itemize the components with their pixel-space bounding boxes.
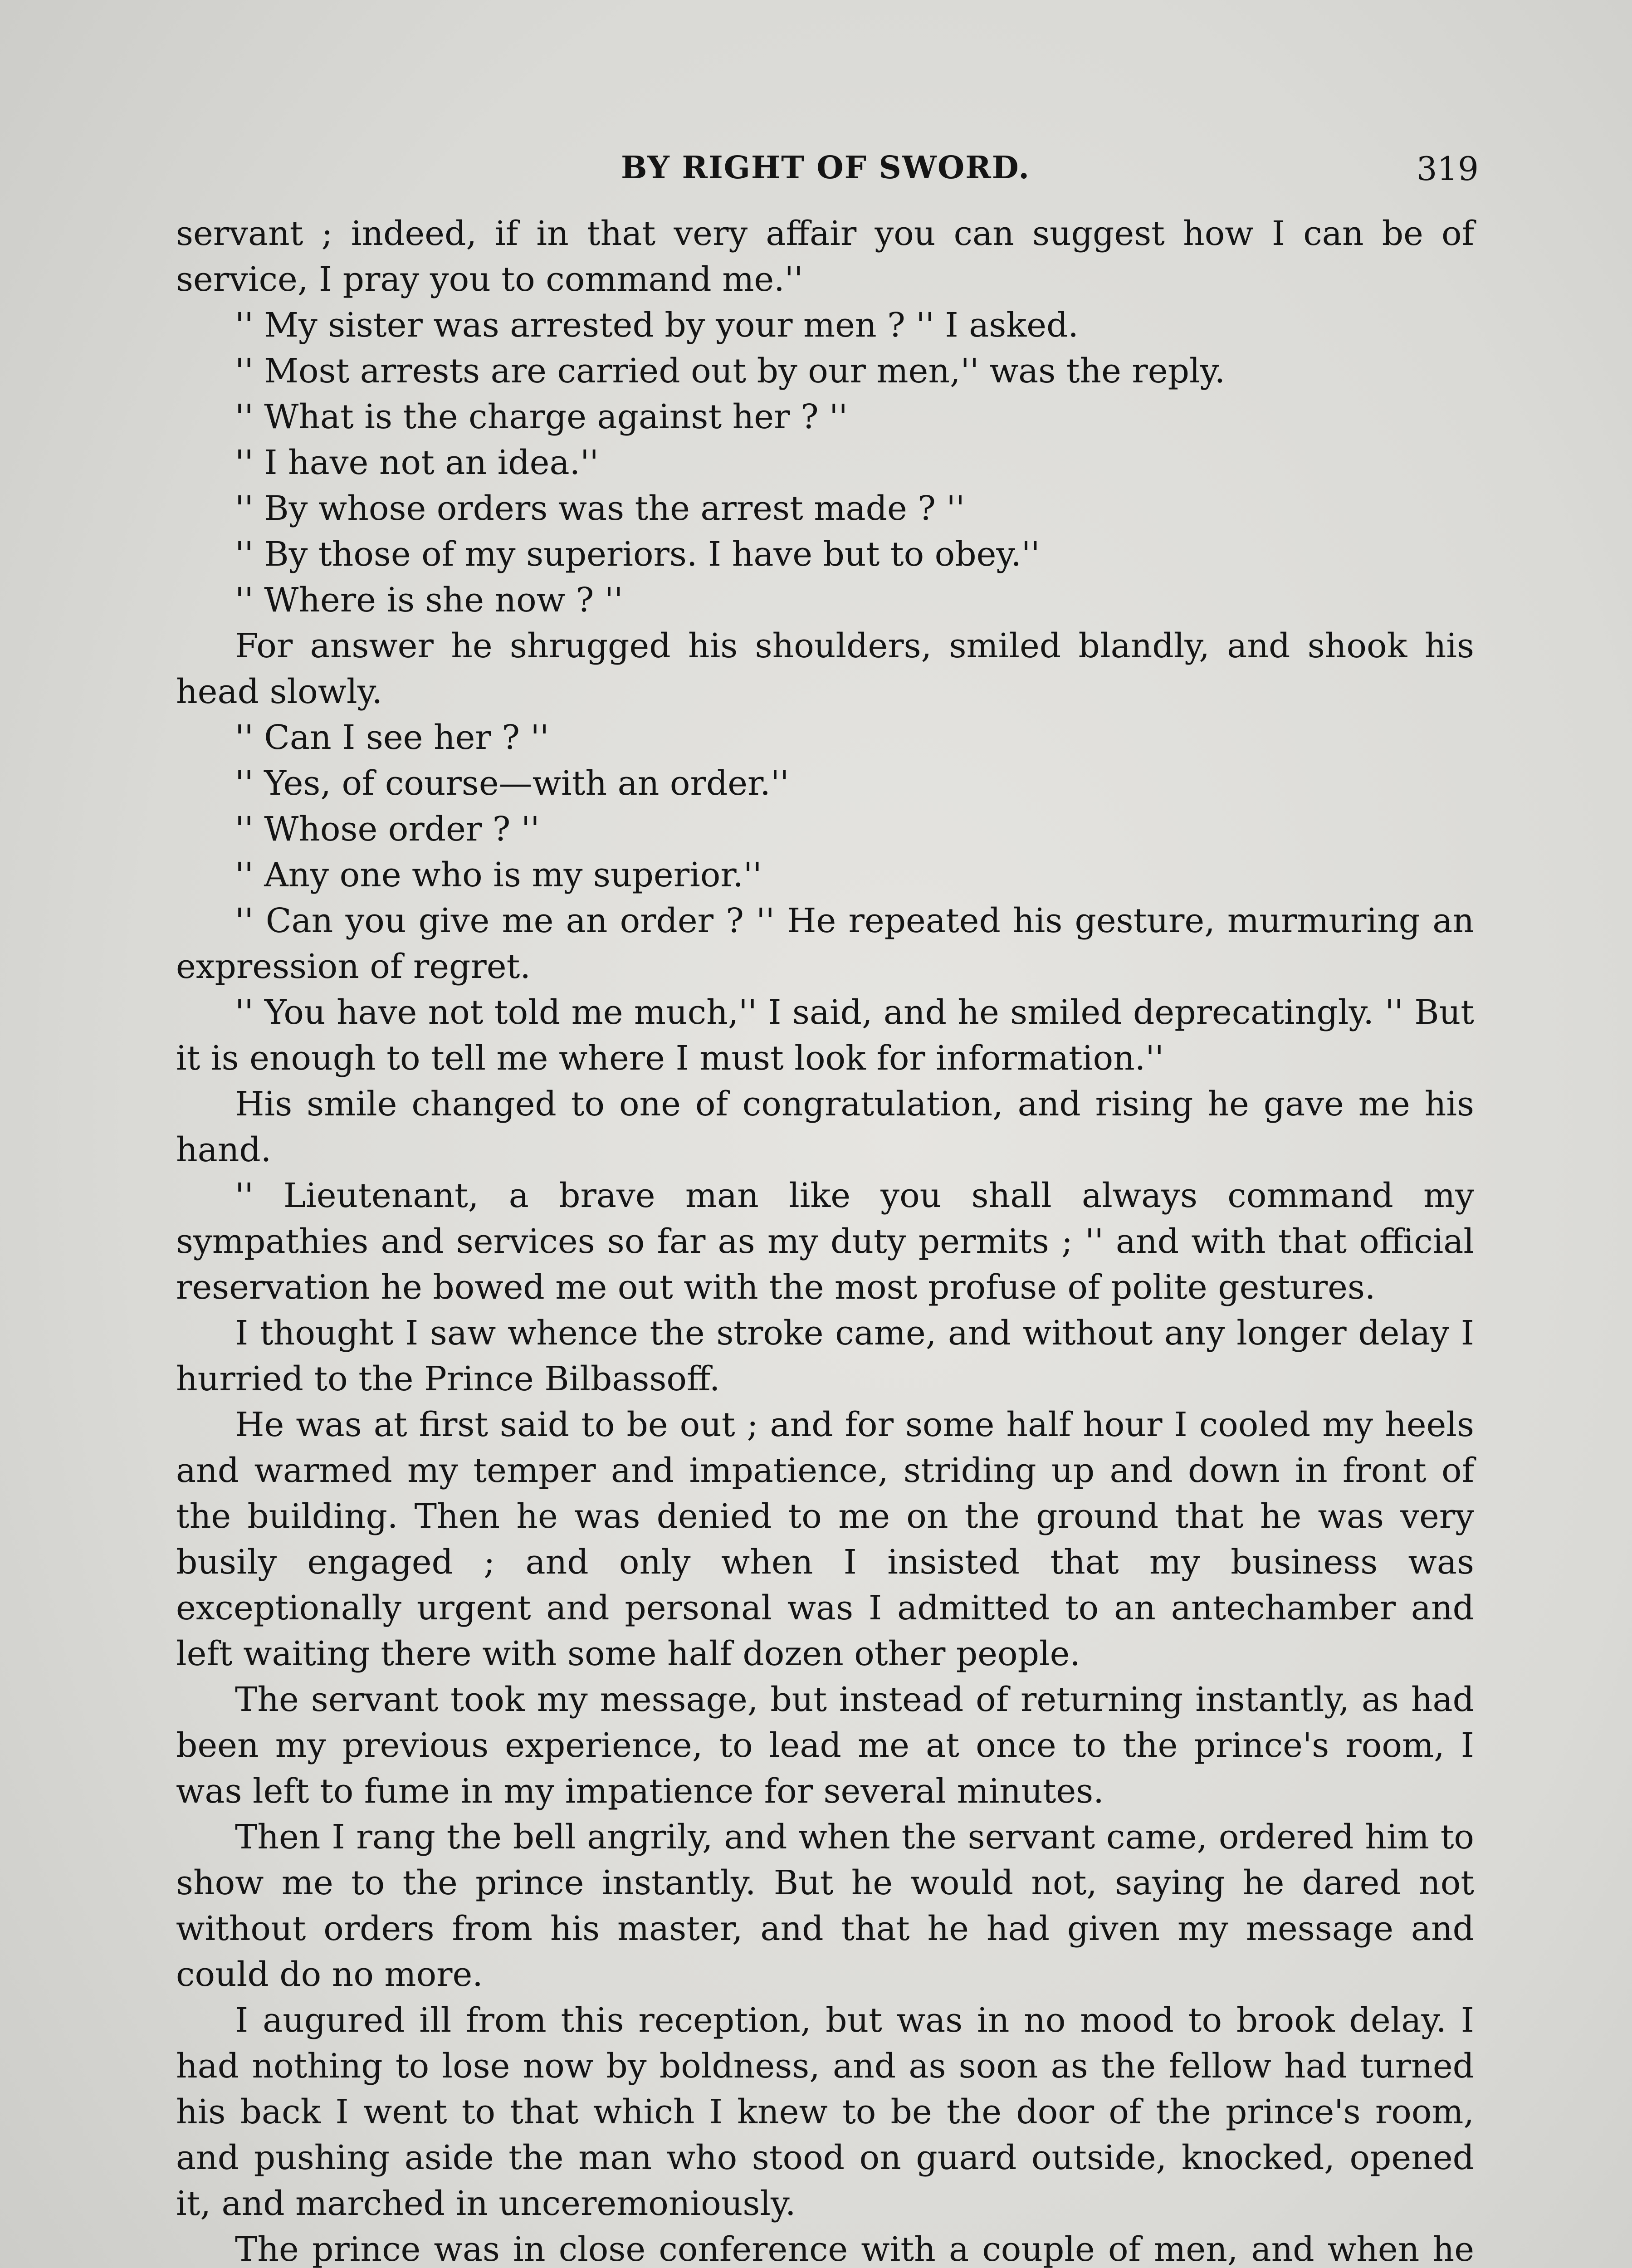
page-header [172, 136, 1479, 191]
paragraph: '' By those of my superiors. I have but to obey.'' [235, 535, 1040, 574]
paragraph: He was at first said to be out ; and for some half hour I cooled my heels and warmed my temper and impatience, striding up and down in front of the building. Then he was denied to me on the ground that he was very busily engaged ; and only when I insisted that my business was exceptionally urgent and personal was I admitted to an antechamber and left waiting there with some half dozen other people. [176, 1405, 1474, 1673]
paragraph: '' Yes, of course—with an order.'' [235, 764, 789, 803]
paragraph: I thought I saw whence the stroke came, and without any longer delay I hurried to the Prince Bilbassoff. [176, 1314, 1474, 1398]
paragraph: '' I have not an idea.'' [235, 443, 599, 482]
paragraph: '' What is the charge against her ? '' [235, 397, 848, 436]
paragraph: servant ; indeed, if in that very affair you can suggest how I can be of service, I pray you to command me.'' [176, 214, 1474, 299]
paragraph: His smile changed to one of congratulation, and rising he gave me his hand. [176, 1085, 1474, 1169]
running-title: BY RIGHT OF SWORD. [621, 150, 1031, 186]
paragraph: '' Any one who is my superior.'' [235, 855, 762, 894]
paragraph: '' Can you give me an order ? '' He repeated his gesture, murmuring an expression of regret. [176, 901, 1474, 986]
paragraph: I augured ill from this reception, but was in no mood to brook delay. I had nothing to lose now by boldness, and as soon as the fellow had turned his back I went to that which I knew to be the door of the prince's room, and pushing aside the man who stood on guard outside, knocked, opened it, and marched in unceremoniously. [176, 2001, 1474, 2223]
paragraph: '' By whose orders was the arrest made ? '' [235, 489, 965, 528]
body-text [176, 211, 1474, 2268]
paragraph: '' My sister was arrested by your men ? '' I asked. [235, 306, 1079, 345]
page-number: 319 [1416, 150, 1479, 188]
paragraph: '' Can I see her ? '' [235, 718, 549, 757]
paragraph: '' You have not told me much,'' I said, and he smiled deprecatingly. '' But it is enough to tell me where I must look for information.'' [176, 993, 1474, 1078]
paragraph: '' Most arrests are carried out by our men,'' was the reply. [235, 352, 1226, 391]
paragraph: The servant took my message, but instead of returning instantly, as had been my previous experience, to lead me at once to the prince's room, I was left to fume in my impatience for several minutes. [176, 1680, 1474, 1811]
paragraph: '' Whose order ? '' [235, 810, 540, 849]
paragraph: '' Where is she now ? '' [235, 581, 623, 620]
paragraph: Then I rang the bell angrily, and when the servant came, ordered him to show me to the prince instantly. But he would not, saying he dared not without orders from his master, and that he had given my message and could do no more. [176, 1818, 1474, 1994]
paragraph: '' Lieutenant, a brave man like you shall always command my sympathies and services so far as my duty permits ; '' and with that official reservation he bowed me out with the most profuse of polite gestures. [176, 1176, 1474, 1307]
paragraph: The prince was in close conference with a couple of men, and when he [235, 2230, 1474, 2268]
paragraph: For answer he shrugged his shoulders, smiled blandly, and shook his head slowly. [176, 626, 1474, 711]
